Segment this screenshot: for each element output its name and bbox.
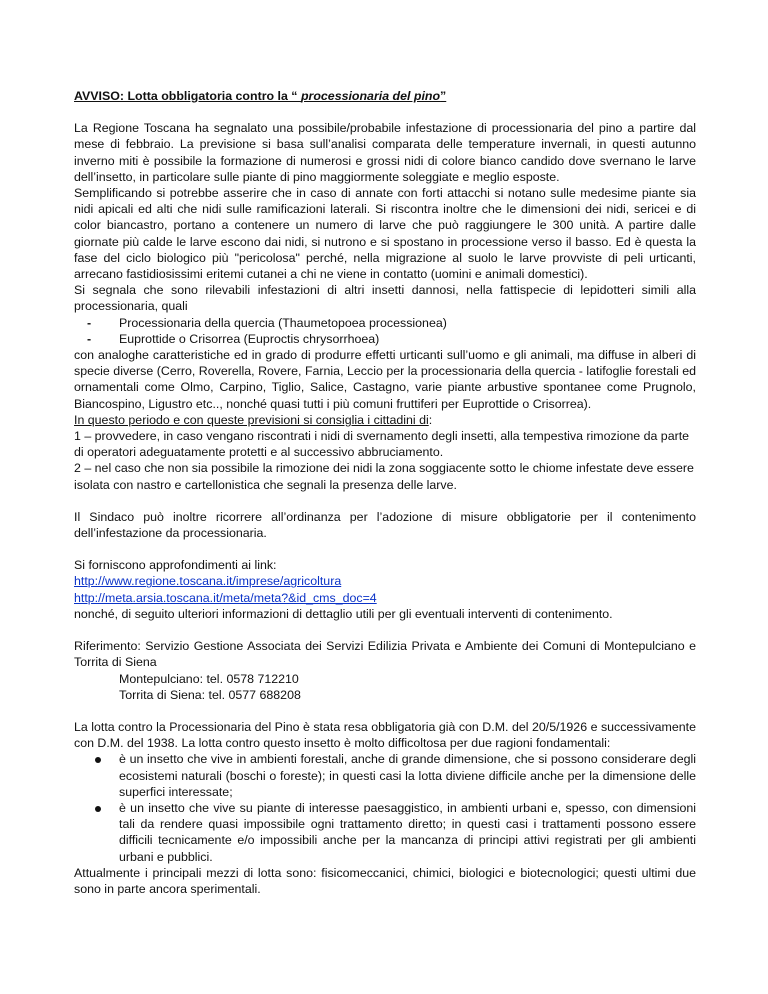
title-prefix: AVVISO: Lotta obbligatoria contro la “ <box>74 89 301 103</box>
contact-montepulciano: Montepulciano: tel. 0578 712210 <box>119 671 299 686</box>
dash-marker: - <box>87 315 92 330</box>
paragraph-nests: Semplificando si potrebbe asserire che in caso di annate con forti attacchi si notano sulle medesime piante sia nidi apicali ed alti che nidi sulle ramificazioni laterali. Si riscontra inoltre che le dimensioni dei nidi, sericei e di color biancastro, portano a contenere un numero di larve che può raggiungere le 300 unità. A partire dalle giornate più calde le larve escono dai nidi, si nutrono e si spostano in processione verso il basso. Ed è questa la fase del ciclo biologico più "pericolosa" perché, nella migrazione al suolo le larve provviste di peli urticanti, arrecano fastidiosissimi eritemi cutanei a chi ne viene in contatto (uomini e animali domestici). <box>74 186 696 282</box>
mayor-paragraph: Il Sindaco può inoltre ricorrere all’ordinanza per l’adozione di misure obbligatorie per il contenimento dell’infestazione da processionaria. <box>74 509 696 541</box>
notice-title <box>74 88 696 104</box>
links-after: nonché, di seguito ulteriori informazioni di dettaglio utili per gli eventuali interventi di contenimento. <box>74 606 613 621</box>
advice-item-1: 1 – provvedere, in caso vengano riscontrati i nidi di svernamento degli insetti, alla tempestiva rimozione da parte di operatori adeguatamente protetti e al successivo abbruciamento. <box>74 429 690 460</box>
advice-colon: : <box>428 412 433 427</box>
advice-heading <box>74 412 696 428</box>
title-emphasis: processionaria del pino <box>300 89 441 103</box>
notice-document <box>74 88 696 897</box>
dash-item-text: Euprottide o Crisorrea (Euproctis chrysorrhoea) <box>119 331 380 346</box>
reason-text: è un insetto che vive in ambienti forestali, anche di grande dimensione, che si possono considerare degli ecosistemi naturali (boschi o foreste); in questi casi la lotta diviene difficile anche per la dimensione delle superfici interessate; <box>119 752 696 799</box>
list-item <box>74 800 696 865</box>
title-suffix: ” <box>440 89 447 103</box>
advice-item-2: 2 – nel caso che non sia possibile la rimozione dei nidi la zona soggiacente sotto le chiome infestate deve essere isolata con nastro e cartellonistica che segnali la presenza delle larve. <box>74 461 694 492</box>
bullet-icon <box>95 757 101 763</box>
paragraph-forecast: La Regione Toscana ha segnalato una possibile/probabile infestazione di processionaria del pino a partire dal mese di febbraio. La previsione si basa sull’analisi comparata delle temperature invernali, in questi autunno inverno miti è possibile la formazione di numerosi e grossi nidi di colore bianco candido dove svernano le larve dell’insetto, in particolare sulle piante di pino maggiormente soleggiate e meglio esposte. <box>74 121 696 184</box>
advice-heading-text: In questo periodo e con queste previsioni si consiglia i cittadini di <box>74 412 429 427</box>
reason-text: è un insetto che vive su piante di interesse paesaggistico, in ambienti urbani e, spesso, con dimensioni tali da rendere quasi impossibile ogni trattamento diretto; in questi casi i trattamenti possono essere difficili tecnicamente e/o impossibili anche per la mancanza di principi attivi registrati per gli ambienti urbani e pubblici. <box>119 800 696 864</box>
link-regione-toscana[interactable]: http://www.regione.toscana.it/imprese/agricoltura <box>74 574 342 589</box>
dash-item-text: Processionaria della quercia (Thaumetopoea processionea) <box>119 315 447 330</box>
paragraph-characteristics: con analoghe caratteristiche ed in grado di produrre effetti urticanti sull’uomo e gli animali, ma diffuse in alberi di specie diverse (Cerro, Roverella, Rovere, Farnia, Leccio per la processionaria della quercia - latifoglie forestali ed ornamentali come Olmo, Carpino, Tiglio, Salice, Castagno, varie piante arbustive spontanee come Prugnolo, Biancospino, Ligustro etc.., nonché quasi tutti i più comuni fruttiferi per Euprottide o Crisorrea). <box>74 348 696 411</box>
contact-torrita: Torrita di Siena: tel. 0577 688208 <box>119 687 301 702</box>
list-item <box>74 751 696 800</box>
list-item <box>74 315 696 331</box>
reference: Riferimento: Servizio Gestione Associata dei Servizi Edilizia Privata e Ambiente dei Comuni di Montepulciano e Torrita di Siena <box>74 639 696 670</box>
dash-marker: - <box>87 331 92 346</box>
bullet-icon <box>95 806 101 812</box>
history-paragraph: La lotta contro la Processionaria del Pino è stata resa obbligatoria già con D.M. del 20/5/1926 e successivamente con D.M. del 1938. La lotta contro questo insetto è molto difficoltosa per due ragioni fondamentali: <box>74 719 696 751</box>
list-item <box>74 331 696 347</box>
link-meta-arsia[interactable]: http://meta.arsia.toscana.it/meta/meta?&id_cms_doc=4 <box>74 590 377 605</box>
links-intro: Si forniscono approfondimenti ai link: <box>74 558 277 573</box>
paragraph-other-insects: Si segnala che sono rilevabili infestazioni di altri insetti dannosi, nella fattispecie di lepidotteri simili alla processionaria, quali <box>74 283 696 314</box>
closing-paragraph: Attualmente i principali mezzi di lotta sono: fisicomeccanici, chimici, biologici e biotecnologici; questi ultimi due sono in parte ancora sperimentali. <box>74 865 696 896</box>
